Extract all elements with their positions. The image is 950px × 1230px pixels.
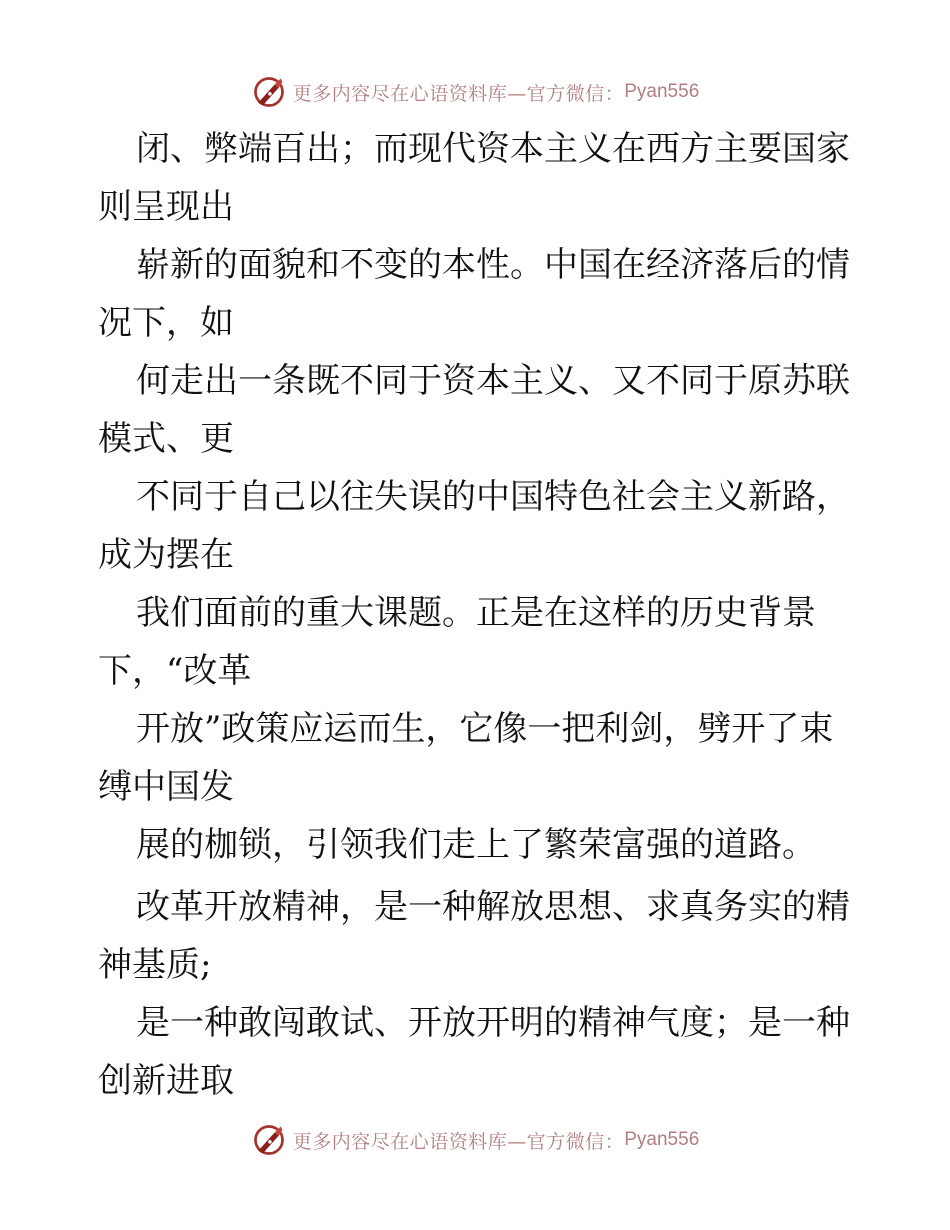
paragraph-line: 缚中国发 [98,767,234,807]
watermark-wechat-id: Pyan556 [624,81,700,102]
paragraph-line: 开放”政策应运而生，它像一把利剑，劈开了束 [136,709,834,749]
watermark-text: 更多内容尽在心语资料库—官方微信： [292,1130,625,1153]
paragraph-line: 我们面前的重大课题。正是在这样的历史背景 [136,593,816,633]
watermark-text: 更多内容尽在心语资料库—官方微信： [292,82,625,105]
paragraph-line: 崭新的面貌和不变的本性。中国在经济落后的情 [136,245,850,285]
pen-nib-logo-icon [251,1122,287,1158]
paragraph-line: 闭、弊端百出；而现代资本主义在西方主要国家 [136,129,850,169]
pen-nib-logo-icon [251,74,287,110]
paragraph-line: 则呈现出 [98,187,234,227]
paragraph-line: 模式、更 [98,419,234,459]
paragraph-line: 神基质; [98,945,212,985]
paragraph-line: 展的枷锁，引领我们走上了繁荣富强的道路。 [136,825,816,865]
paragraph-line: 何走出一条既不同于资本主义、又不同于原苏联 [136,361,850,401]
paragraph-line: 改革开放精神，是一种解放思想、求真务实的精 [136,887,850,927]
paragraph-line: 成为摆在 [98,535,234,575]
header-watermark [0,70,950,114]
watermark-wechat-id: Pyan556 [624,1129,700,1150]
paragraph-line: 不同于自己以往失误的中国特色社会主义新路， [136,477,850,517]
paragraph-line: 是一种敢闯敢试、开放开明的精神气度；是一种 [136,1003,850,1043]
paragraph-line: 创新进取 [98,1061,234,1101]
paragraph-line: 下，“改革 [98,651,252,691]
paragraph-line: 况下，如 [98,303,234,343]
footer-watermark [0,1118,950,1162]
